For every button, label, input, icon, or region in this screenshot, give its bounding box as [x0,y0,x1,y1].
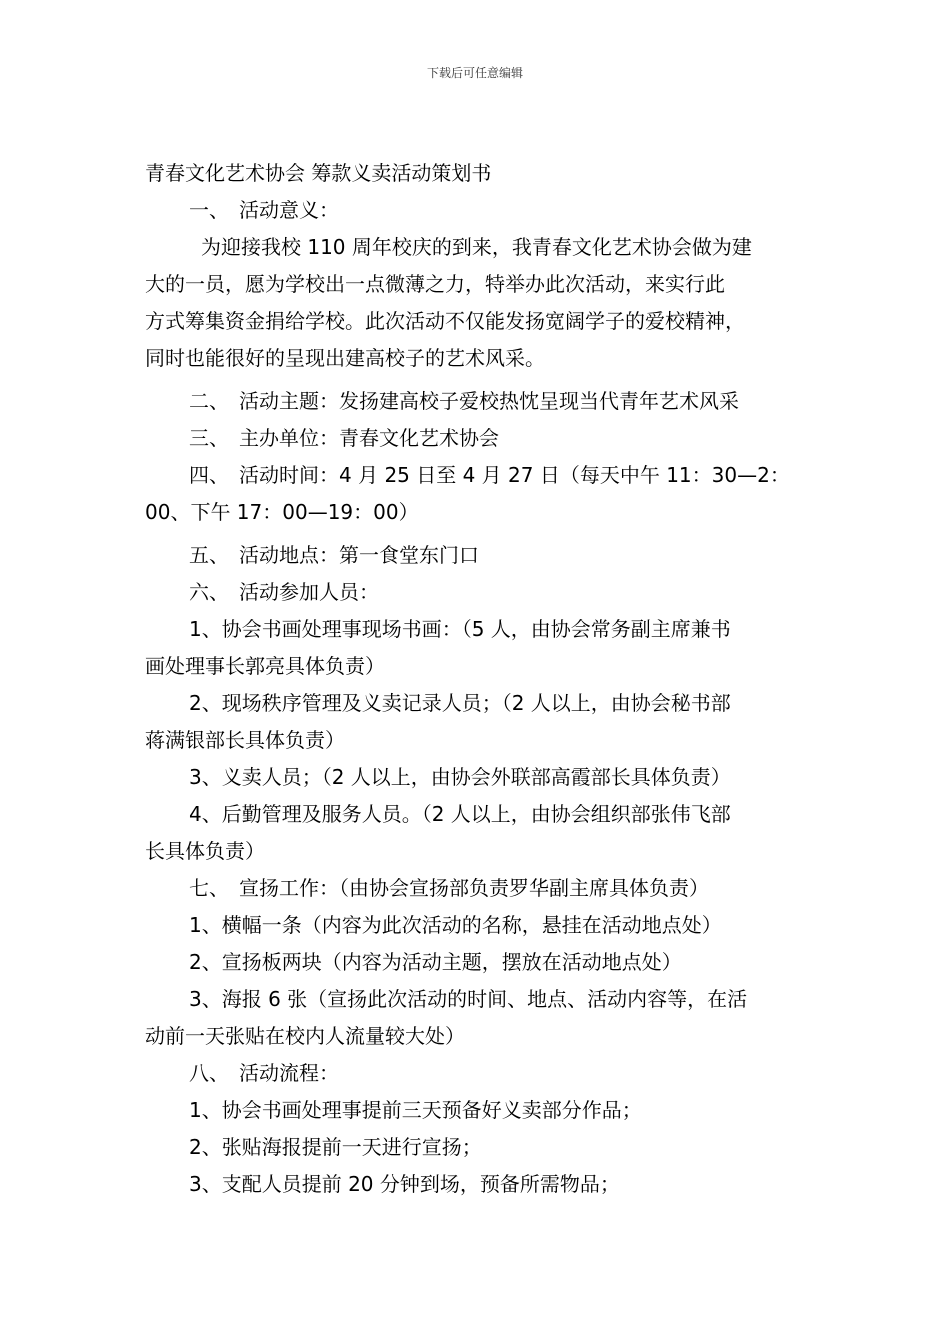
section-6-item-4-line-1: 4、后勤管理及服务人员。（2 人以上，由协会组织部张伟飞部 [189,802,731,826]
section-7-item-3-line-2: 动前一天张贴在校内人流量较大处） [145,1024,465,1048]
section-heading-2: 二、 活动主题：发扬建高校子爱校热忱呈现当代青年艺术风采 [189,389,739,413]
section-1-line-4: 同时也能很好的呈现出建高校子的艺术风采。 [145,346,545,370]
section-6-item-3: 3、义卖人员；（2 人以上，由协会外联部高霞部长具体负责） [189,765,731,789]
section-7-item-2: 2、宣扬板两块（内容为活动主题，摆放在活动地点处） [189,950,682,974]
section-heading-5: 五、 活动地点：第一食堂东门口 [189,543,479,567]
section-heading-3: 三、 主办单位：青春文化艺术协会 [189,426,499,450]
section-heading-8: 八、 活动流程： [189,1061,339,1085]
section-6-item-2-line-1: 2、现场秩序管理及义卖记录人员；（2 人以上，由协会秘书部 [189,691,731,715]
section-heading-1: 一、 活动意义： [189,198,339,222]
section-6-item-1-line-1: 1、协会书画处理事现场书画：（5 人，由协会常务副主席兼书 [189,617,731,641]
section-4-line-2: 00、下午 17：00—19：00） [145,500,419,524]
section-heading-7: 七、 宣扬工作：（由协会宣扬部负责罗华副主席具体负责） [189,876,709,900]
page-header: 下载后可任意编辑 [426,66,523,80]
section-heading-4: 四、 活动时间：4 月 25 日至 4 月 27 日（每天中午 11：30—2： [189,463,790,487]
document-title: 青春文化艺术协会 筹款义卖活动策划书 [145,161,492,185]
section-1-line-1: 为迎接我校 110 周年校庆的到来，我青春文化艺术协会做为建 [201,235,752,259]
section-8-item-2: 2、张贴海报提前一天进行宣扬； [189,1135,482,1159]
section-6-item-1-line-2: 画处理事长郭亮具体负责） [145,654,385,678]
section-6-item-4-line-2: 长具体负责） [145,839,265,863]
section-7-item-3-line-1: 3、海报 6 张（宣扬此次活动的时间、地点、活动内容等，在活 [189,987,748,1011]
section-8-item-3: 3、支配人员提前 20 分钟到场，预备所需物品； [189,1172,620,1196]
section-heading-6: 六、 活动参加人员： [189,580,379,604]
section-7-item-1: 1、横幅一条（内容为此次活动的名称，悬挂在活动地点处） [189,913,722,937]
document-body [145,155,825,1203]
section-8-item-1: 1、协会书画处理事提前三天预备好义卖部分作品； [189,1098,642,1122]
section-1-line-3: 方式筹集资金捐给学校。此次活动不仅能发扬宽阔学子的爱校精神， [145,309,745,333]
section-1-line-2: 大的一员，愿为学校出一点微薄之力，特举办此次活动，来实行此 [145,272,725,296]
section-6-item-2-line-2: 蒋满银部长具体负责） [145,728,345,752]
